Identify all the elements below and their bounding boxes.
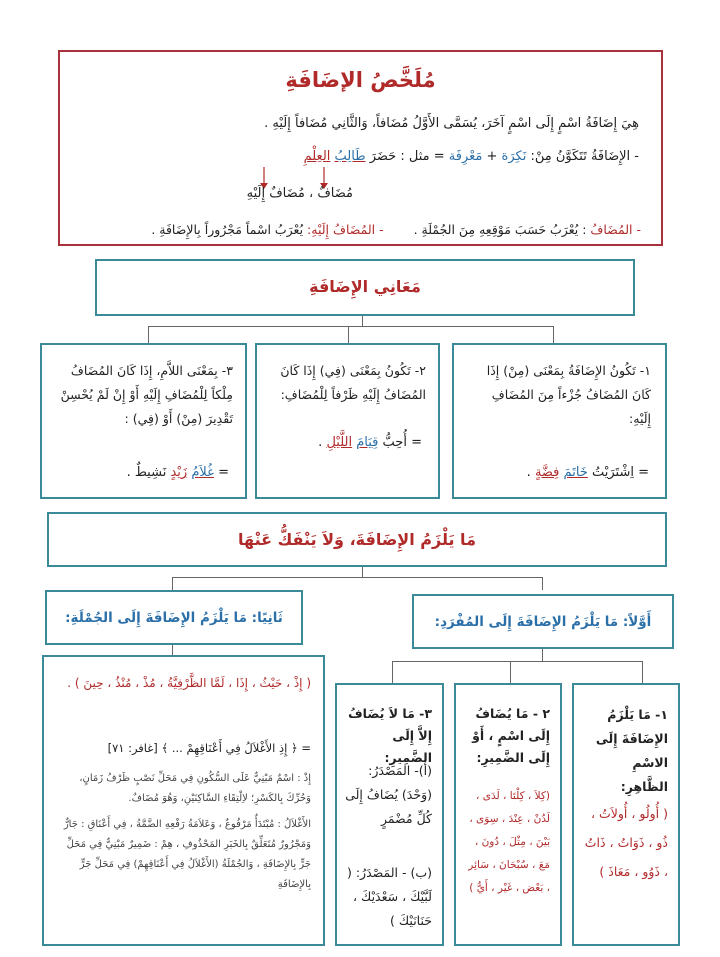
example-ghulam: غُلاَمُ — [191, 465, 214, 480]
example-fidda: فِضَّةٍ — [534, 465, 560, 480]
mufrad-title: أَوَّلاً: مَا يَلْزَمُ الإِضَافَةَ إِلَى المُفْرَدِ: — [434, 614, 652, 630]
connector — [348, 326, 349, 343]
meaning-fi-text: ٢- تَكُونُ بِمَعْنَى (فِي) إِذَا كَانَ المُضَافُ إِلَيْهِ ظَرْفاً لِلْمُضَافِ: — [280, 363, 426, 402]
composition-line — [304, 149, 639, 164]
plus-sign: + — [486, 149, 498, 164]
jumla-verse: = ﴿ إِذِ الأَغْلاَلُ فِي أَعْنَاقِهِمْ ... ﴾ [غافر: ٧١] — [107, 741, 311, 755]
damir-only-a: (أ)- المَصْدَرُ: (وَحْدَ) يُضَافُ إِلَى كُلِّ مُضْمَرٍ — [345, 763, 432, 826]
meaning-lam-example: = غُلاَمُ زَيْدٍ نَشِيطٌ . — [126, 465, 229, 480]
connector — [148, 326, 553, 327]
connector — [172, 577, 173, 590]
summary-box — [58, 50, 663, 246]
example-zayd: زَيْدٍ — [170, 465, 188, 480]
summary-title: مُلَخَّصُ الإضَافَةِ — [285, 68, 436, 92]
connector — [148, 326, 149, 343]
mudaf-ilayh-label: - المُضَافُ إِلَيْهِ: — [307, 222, 384, 237]
connector — [172, 577, 542, 578]
meanings-title: مَعَانِي الإِضَافَةِ — [309, 277, 421, 296]
labels-line: مُضَافٌ ، مُضَافٌ إِلَيْهِ — [246, 186, 353, 201]
zahir-title: ١- مَا يَلْزَمُ الإِضَافَةَ إِلَى الاسْمِ الظَّاهِرِ: — [595, 707, 668, 794]
zahir-items: ( أُولُو ، أُولاَتُ ، ذُو ، ذَوَاتُ ، ذَاتُ ، ذَوُو ، مَعَاذَ ) — [584, 806, 668, 879]
jumla-parse-2: الأَغْلاَلُ : مُبْتَدَأٌ مَرْفُوعٌ ، وَعَلاَمَةُ رَفْعِهِ الضَّمَّةُ ، فِي أَعْنَاقِ : جَارٌّ وَمَجْرُورٌ مُتَعَلِّقٌ بِالخَبَرِ المَحْذُوفِ ، هِمْ : ضَمِيرٌ مَبْنِيٌّ فِي مَحَلِّ جَرٍّ بِالإِضَافَةِ ، وَالجُمْلَةُ (الأَغْلاَلُ فِي أَعْنَاقِهِمْ) فِي مَحَلِّ جَرٍّ بِالإِضَافَةِ — [63, 819, 311, 890]
mudaf-ilayh-rule: يُعْرَبُ اسْماً مَجْرُوراً بِالإِضَافَةِ . — [151, 222, 304, 237]
composition-prefix: - الإِضَافَةُ تَتَكَوَّنُ مِنْ: — [530, 149, 639, 164]
connector — [510, 661, 511, 683]
connector — [642, 661, 643, 683]
meaning-min-example: = اِشْتَرَيْتُ خَاتَمَ فِضَّةٍ . — [526, 465, 649, 480]
connector — [553, 326, 554, 343]
ism-or-damir-items: (كِلاَ ، كِلْتَا ، لَدَى ، لَدُنْ ، عِنْدَ ، سِوَى ، بَيْنَ ، مِثْلَ ، دُونَ ، مَعَ ، سُبْحَانَ ، سَائِر ، بَعْض ، غَيْر ، أَيُّ ) — [468, 790, 550, 894]
always-title-box — [47, 512, 667, 567]
mudaf-label: - المُضَافُ — [590, 222, 641, 237]
always-title: مَا يَلْزَمُ الإِضَافَةَ، وَلاَ يَنْفَكُّ عَنْهَا — [238, 530, 476, 549]
example-khatam: خَاتَمَ — [563, 465, 588, 480]
damir-only-b: (ب) - المَصْدَرُ: ( لَبَّيْكَ ، سَعْدَيْكَ ، حَنَانَيْكَ ) — [347, 865, 432, 928]
example-layl: اللَّيْلِ — [326, 435, 353, 450]
damir-only-box — [335, 683, 444, 946]
jumla-detail-box — [42, 655, 325, 946]
mudaf-rule: : يُعْرَبُ حَسَبَ مَوْقِعِهِ مِنَ الجُمْلَةِ . — [413, 222, 587, 237]
zahir-box — [572, 683, 680, 946]
example-talib: طَالِبُ — [334, 149, 366, 164]
mufrad-title-box — [412, 594, 674, 649]
marifa-term: مَعْرِفَة — [448, 149, 483, 164]
jumla-parse-1: إِذْ : اسْمٌ مَبْنِيٌّ عَلَى السُّكُونِ فِي مَحَلِّ نَصْبٍ ظَرْفُ زَمَانٍ، وَحُرِّكَ بِالكَسْرِ؛ لاِلْتِقَاءِ السَّاكِنَيْنِ، وَهُوَ مُضَافٌ. — [79, 773, 311, 804]
ism-or-damir-box — [454, 683, 562, 946]
ism-or-damir-title: ٢ - مَا يُضَافُ إِلَى اسْمٍ ، أَوْ إِلَى الضَّمِيرِ: — [472, 706, 550, 765]
meaning-lam-box — [40, 343, 247, 499]
example-ilm: العِلْمِ — [303, 149, 331, 164]
example-qiyam: قِيَامَ — [356, 435, 379, 450]
meaning-min-text: ١- تَكُونُ الإِضَافَةُ بِمَعْنَى (مِنْ) إِذَا كَانَ المُضَافُ جُزْءاً مِنَ المُضَافِ إِلَيْهِ: — [486, 363, 651, 426]
meaning-lam-text: ٣- بِمَعْنَى اللاَّمِ، إِذَا كَانَ المُضَافُ مِلْكاً لِلْمُضَافِ إِلَيْهِ أَوْ إِنْ لَمْ يُحْسِنْ تَقْدِيرَ (مِنْ) أَوْ (فِي) : — [60, 363, 233, 426]
meaning-fi-box — [255, 343, 440, 499]
connector — [362, 567, 363, 577]
rules-line — [151, 222, 641, 237]
jumla-title-box — [45, 590, 303, 645]
connector — [542, 649, 543, 661]
damir-only-title: ٣- مَا لاَ يُضَافُ إِلاَّ إِلَى الضَّمِيرِ: — [348, 706, 432, 765]
summary-definition: هِيَ إِضَافَةُ اسْمٍ إِلَى اسْمٍ آخَرَ، يُسَمَّى الأَوَّلُ مُضَافاً، وَالثَّانِي مُضَافاً إِلَيْهِ . — [264, 116, 639, 131]
connector — [542, 577, 543, 590]
example-intro: = مثل : حَضَرَ — [369, 149, 445, 164]
meaning-fi-example: = أُحِبُّ قِيَامَ اللَّيْلِ . — [318, 435, 422, 450]
jumla-title: ثَانِيًا: مَا يَلْزَمُ الإِضَافَةَ إِلَى الجُمْلَةِ: — [65, 610, 283, 626]
jumla-items: ( إِذْ ، حَيْثُ ، إِذَا ، لَمَّا الظَّرْفِيَّةُ ، مُذْ ، مُنْذُ ، حِينَ ) . — [67, 676, 311, 690]
connector — [172, 645, 173, 655]
connector — [392, 661, 393, 683]
nakira-term: نَكِرَة — [501, 149, 527, 164]
meanings-title-box — [95, 259, 635, 316]
connector — [392, 661, 642, 662]
meaning-min-box — [452, 343, 667, 499]
